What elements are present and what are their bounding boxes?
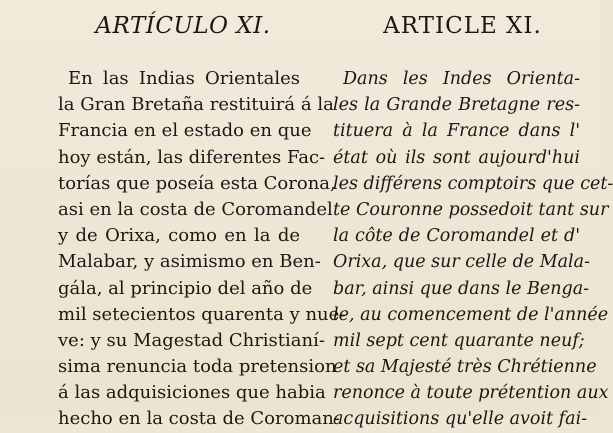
spanish-text-line: y de Orixa, como en la de (58, 225, 300, 247)
spanish-text-line: En las Indias Orientales (68, 68, 300, 89)
french-text-line: Dans les Indes Orienta- (343, 69, 580, 89)
french-text-line: et sa Majesté très Chrétienne (333, 357, 597, 378)
french-text-line: Orixa, que sur celle de Mala- (333, 252, 590, 273)
french-text-line: acquisitions qu'elle avoit fai- (333, 409, 588, 430)
spanish-column (58, 0, 346, 430)
spanish-text-line: hecho en la costa de Coroman- (58, 408, 340, 430)
french-text-line: état où ils sont aujourd'hui (333, 147, 580, 168)
spanish-text-line: gála, al principio del año de (58, 277, 313, 299)
spanish-article-heading: ARTÍCULO XI. (95, 13, 271, 39)
spanish-text-line: torías que poseía esta Corona, (58, 172, 336, 194)
spanish-text-line: la Gran Bretaña restituirá á la (58, 94, 334, 116)
french-column (333, 0, 613, 430)
french-text-line: renonce à toute prétention aux (333, 383, 609, 404)
french-article-text (333, 66, 613, 433)
spanish-text-line: á las adquisiciones que habia (58, 382, 326, 404)
french-text-line: les différens comptoirs que cet- (333, 173, 613, 194)
spanish-text-line: ve: y su Magestad Christianí- (58, 329, 325, 351)
french-text-line: la côte de Coromandel et d' (333, 226, 580, 247)
french-text-line: le, au comencement de l'année (333, 304, 609, 325)
spanish-text-line: mil setecientos quarenta y nue- (58, 303, 346, 325)
spanish-text-line: Malabar, y asimismo en Ben- (58, 251, 321, 273)
spanish-text-line: Francia en el estado en que (58, 120, 312, 142)
spanish-text-line: hoy están, las diferentes Fac- (58, 146, 326, 168)
spanish-text-line: asi en la costa de Coromandel (58, 198, 333, 220)
french-text-line: mil sept cent quarante neuf; (333, 330, 585, 351)
spanish-article-text (58, 66, 346, 433)
french-text-line: les la Grande Bretagne res- (333, 95, 580, 116)
spanish-text-line: sima renuncia toda pretension (58, 356, 337, 378)
french-text-line: bar, ainsi que dans le Benga- (333, 278, 590, 299)
french-text-line: tituera à la France dans l' (333, 121, 580, 142)
french-article-heading: ARTICLE XI. (383, 13, 542, 39)
french-text-line: te Couronne possedoit tant sur (333, 199, 609, 220)
